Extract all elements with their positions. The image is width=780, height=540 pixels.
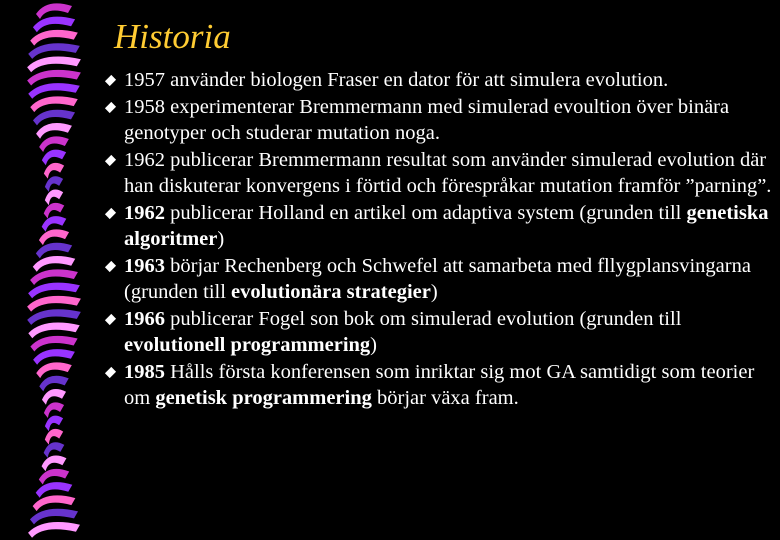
diamond-bullet-icon (105, 101, 116, 112)
spiral-ring (39, 376, 68, 392)
spiral-ring (33, 17, 75, 33)
item-year: 1966 (124, 307, 165, 330)
spiral-ring (30, 336, 77, 352)
bullet-list (106, 67, 772, 412)
item-text: publicerar Fogel son bok om simulerad evolution (grunden till (165, 307, 682, 330)
spiral-ring (44, 163, 64, 179)
spiral-ring (28, 323, 79, 339)
slide-title: Historia (114, 17, 231, 56)
item-text: publicerar Holland en artikel om adaptiva system (grunden till (165, 201, 687, 224)
spiral-ring (28, 83, 80, 99)
spiral-ring (45, 416, 63, 432)
spiral-ring (36, 123, 72, 139)
spiral-ring (42, 216, 67, 232)
spiral-ring (36, 3, 72, 19)
item-highlight: genetisk programmering (155, 387, 372, 409)
item-text-end: ) (430, 281, 438, 303)
spiral-ring (44, 402, 64, 418)
spiral-ring (45, 190, 63, 206)
spiral-ring (36, 243, 72, 259)
list-item (106, 359, 772, 412)
spiral-ring (45, 429, 63, 445)
list-item (106, 253, 772, 306)
spiral-ring (28, 283, 80, 299)
diamond-bullet-icon (105, 154, 116, 165)
item-year: 1962 (124, 201, 165, 224)
spiral-ring (33, 256, 75, 272)
spiral-ring (33, 110, 75, 126)
spiral-ring (27, 309, 81, 325)
spiral-ring (39, 136, 69, 152)
diamond-bullet-icon (105, 366, 116, 377)
spiral-ring (39, 229, 69, 245)
item-text-end: ) (370, 334, 377, 356)
spiral-ring (27, 70, 81, 86)
item-text-end: ) (217, 228, 225, 250)
spiral-ring (27, 57, 81, 73)
item-text: 1962 publicerar Bremmermann resultat som använder simulerad evolution där han diskuterar konvergens i förtid och förespråkar mutation framför ”parning”. (124, 148, 772, 197)
spiral-ring (39, 469, 69, 485)
item-year: 1985 (124, 360, 165, 383)
spiral-ring (44, 203, 65, 219)
diamond-bullet-icon (105, 207, 116, 218)
list-item (106, 200, 772, 253)
spiral-ring (27, 296, 81, 312)
spiral-ring (33, 349, 75, 365)
diamond-bullet-icon (105, 313, 116, 324)
diamond-bullet-icon (105, 75, 116, 86)
spiral-ring (42, 456, 67, 472)
item-highlight: evolutionära strategier (231, 281, 431, 303)
spiral-ring (42, 150, 66, 166)
item-text: börjar Rechenberg och Schwefel att samarbeta med fllygplansvingarna (grunden till (124, 254, 751, 303)
list-item (106, 147, 772, 200)
spiral-ring (30, 30, 78, 46)
spiral-ring (42, 389, 66, 405)
item-text: Hålls första konferensen som inriktar sig mot GA samtidigt som teorier om (124, 360, 755, 409)
spiral-ring (45, 176, 63, 192)
item-highlight: evolutionell programmering (124, 334, 371, 356)
spiral-ring (28, 522, 80, 538)
item-year: 1963 (124, 254, 165, 277)
spiral-ring (30, 96, 77, 112)
spiral-ring (28, 43, 80, 59)
item-text: 1957 använder biologen Fraser en dator för att simulera evolution. (124, 69, 669, 91)
diamond-bullet-icon (105, 260, 116, 271)
item-text: 1958 experimenterar Bremmermann med simulerad evoultion över binära genotyper och studerar mutation noga. (124, 95, 730, 144)
spiral-ring (33, 495, 76, 511)
item-highlight: genetiska algoritmer (124, 201, 769, 250)
list-item (106, 94, 772, 147)
spiral-ring (36, 362, 72, 378)
spiral-ring (44, 442, 65, 458)
binding-spiral-icon (0, 0, 110, 540)
item-text-end: börjar växa fram. (371, 387, 519, 409)
spiral-ring (36, 482, 73, 498)
list-item (106, 306, 772, 359)
spiral-ring (30, 269, 78, 285)
list-item (106, 67, 772, 94)
spiral-ring (30, 509, 78, 525)
